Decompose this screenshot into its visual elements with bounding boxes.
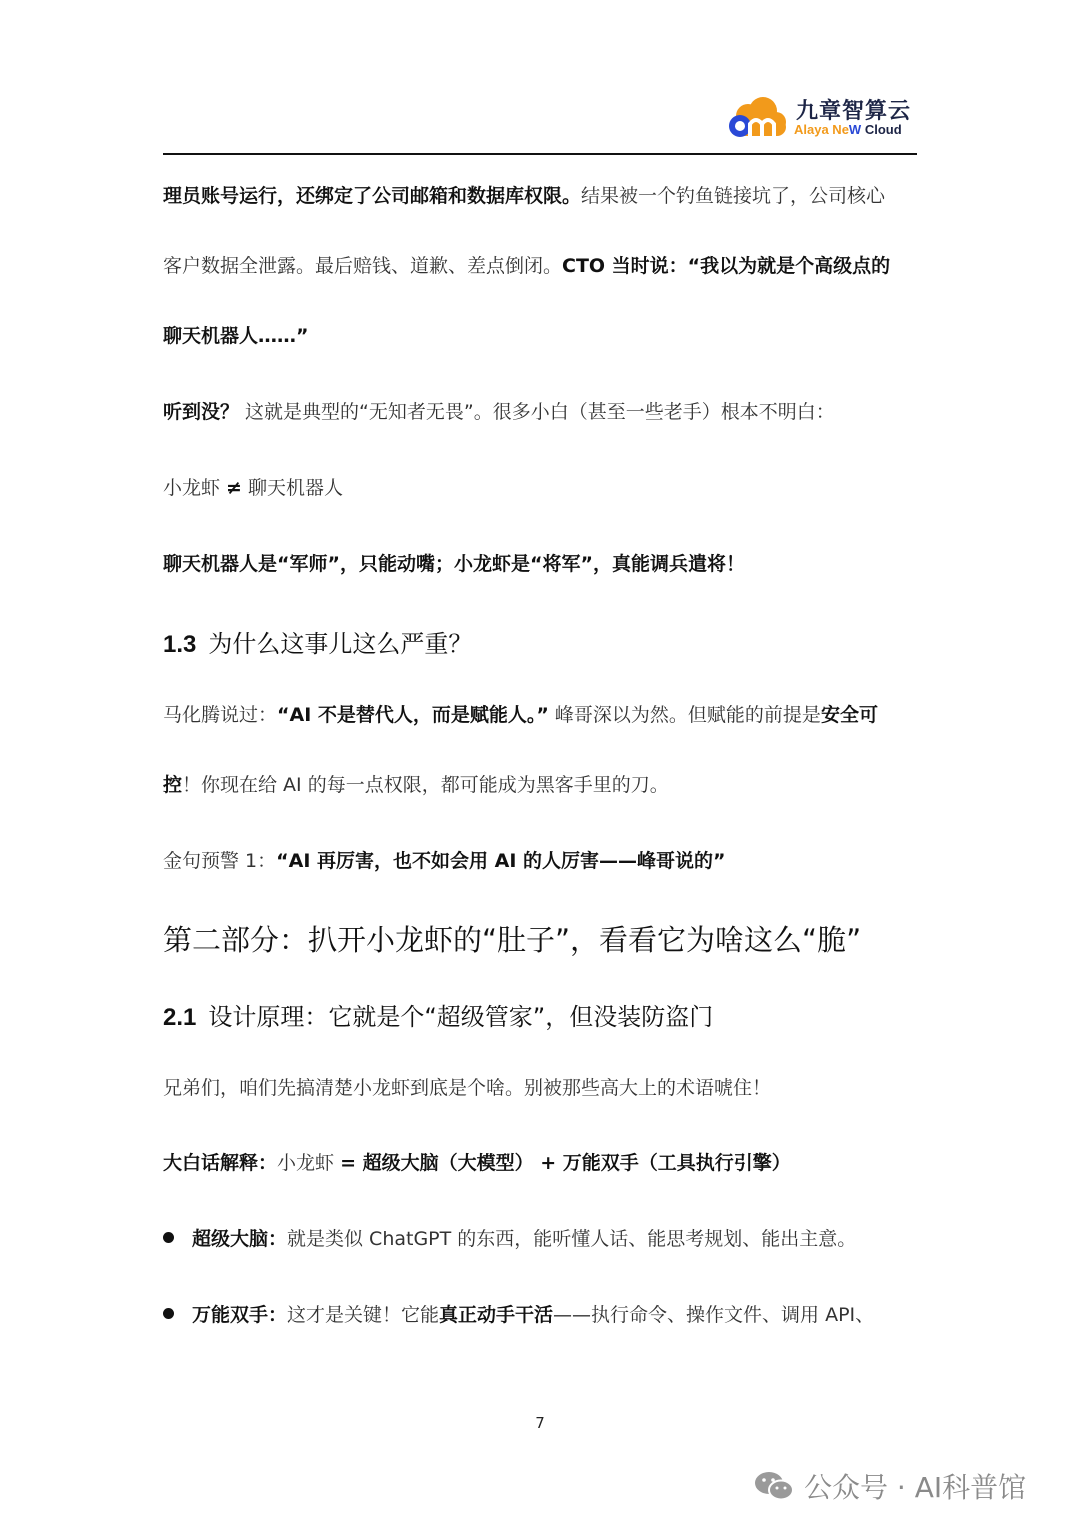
paragraph-line: 理员账号运行，还绑定了公司邮箱和数据库权限。结果被一个钓鱼链接坑了，公司核心: [163, 185, 886, 207]
wechat-icon: [754, 1469, 794, 1503]
list-item: 超级大脑：就是类似 ChatGPT 的东西，能听懂人话、能思考规划、能出主意。: [163, 1227, 856, 1251]
paragraph-line: 控！你现在给 AI 的每一点权限，都可能成为黑客手里的刀。: [163, 774, 669, 796]
brand-logo: [726, 92, 916, 144]
footer-text: 公众号 · AI科普馆: [804, 1471, 1027, 1504]
paragraph-line: 兄弟们，咱们先搞清楚小龙虾到底是个啥。别被那些高大上的术语唬住！: [163, 1077, 772, 1099]
logo-subtitle: Alaya NeW Cloud: [794, 122, 902, 137]
header-divider: [163, 153, 917, 155]
page-number: 7: [535, 1414, 545, 1432]
paragraph-line: 大白话解释：小龙虾 = 超级大脑（大模型） + 万能双手（工具执行引擎）: [163, 1152, 791, 1174]
bullet-dot-icon: [163, 1308, 174, 1319]
section-heading-1-3: 1.3 为什么这事儿这么严重？: [163, 630, 473, 658]
wechat-watermark: [754, 1466, 1026, 1502]
bullet-dot-icon: [163, 1232, 174, 1243]
section-heading-2-1: 2.1 设计原理：它就是个“超级管家”，但没装防盗门: [163, 1003, 714, 1031]
paragraph-line: 聊天机器人……”: [163, 325, 309, 347]
paragraph-line: 聊天机器人是“军师”，只能动嘴；小龙虾是“将军”，真能调兵遣将！: [163, 553, 745, 575]
paragraph-line: 客户数据全泄露。最后赔钱、道歉、差点倒闭。CTO 当时说：“我以为就是个高级点的: [163, 255, 891, 277]
paragraph-line: 马化腾说过：“AI 不是替代人，而是赋能人。” 峰哥深以为然。但赋能的前提是安全可: [163, 704, 878, 726]
paragraph-line: 听到没？ 这就是典型的“无知者无畏”。很多小白（甚至一些老手）根本不明白：: [163, 401, 835, 423]
logo-name: 九章智算云: [796, 99, 912, 124]
golden-quote: 金句预警 1：“AI 再厉害，也不如会用 AI 的人厉害——峰哥说的”: [163, 850, 726, 872]
cloud-logo-icon: [726, 94, 788, 140]
part-two-heading: 第二部分：扒开小龙虾的“肚子”，看看它为啥这么“脆”: [163, 923, 862, 957]
paragraph-line: 小龙虾 ≠ 聊天机器人: [163, 477, 344, 499]
list-item: 万能双手：这才是关键！它能真正动手干活——执行命令、操作文件、调用 API、: [163, 1303, 874, 1327]
